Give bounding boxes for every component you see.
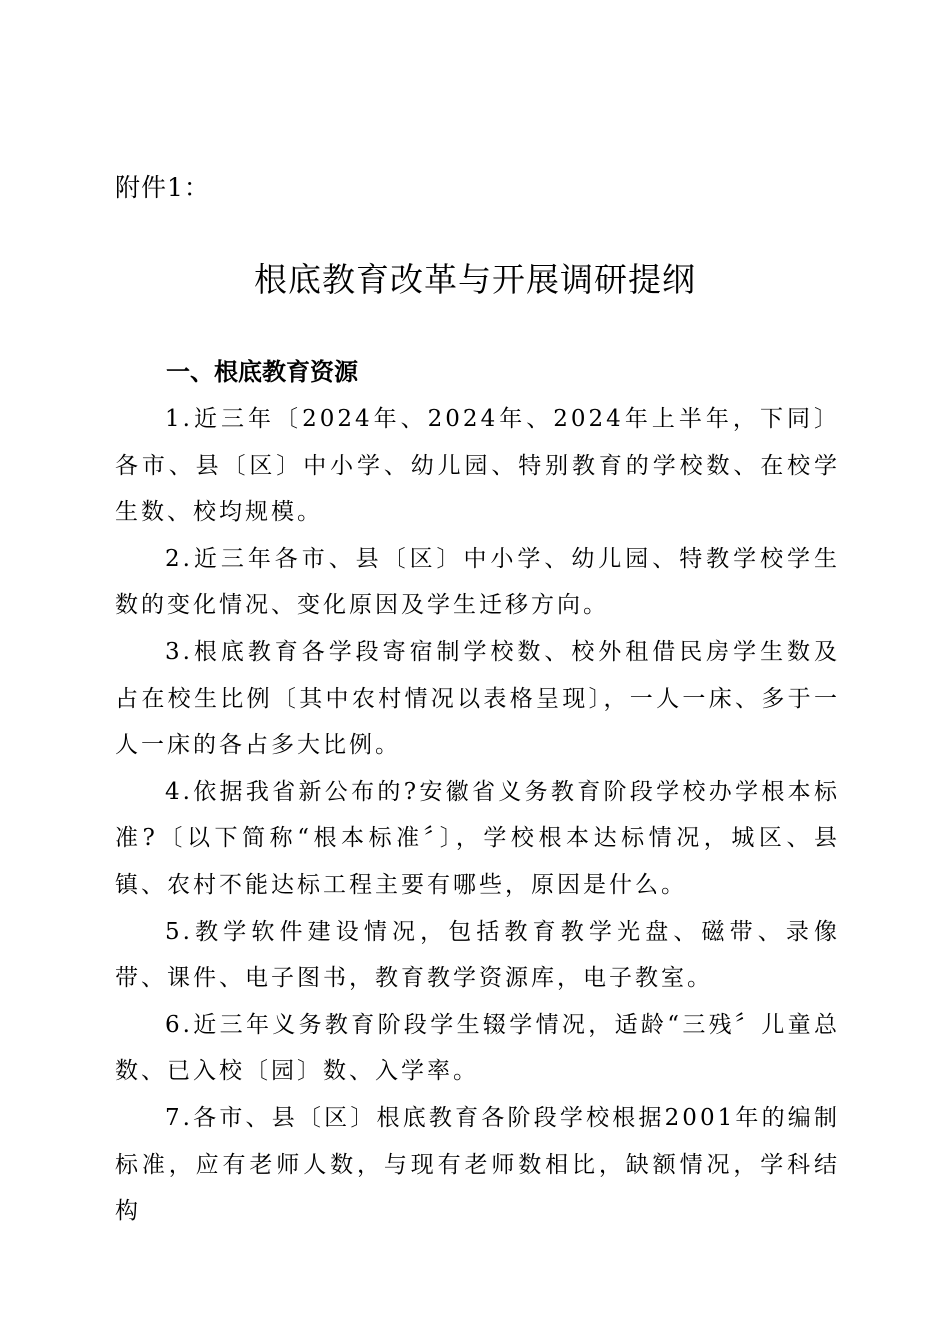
paragraph-4: 4.依据我省新公布的?安徽省义务教育阶段学校办学根本标准?〔以下简称“根本标准〞〕，学校根本达标情况，城区、县镇、农村不能达标工程主要有哪些，原因是什么。 bbox=[115, 778, 840, 898]
paragraph-6: 6.近三年义务教育阶段学生辍学情况，适龄“三残〞儿童总数、已入校〔园〕数、入学率。 bbox=[115, 1011, 840, 1085]
attachment-label: 附件1： bbox=[115, 173, 210, 202]
paragraph-1: 1.近三年〔2024年、2024年、2024年上半年，下同〕各市、县〔区〕中小学、幼儿园、特别教育的学校数、在校学生数、校均规模。 bbox=[115, 406, 840, 526]
paragraph-7: 7.各市、县〔区〕根底教育各阶段学校根据2001年的编制标准，应有老师人数，与现有老师数相比，缺额情况，学科结构 bbox=[115, 1104, 840, 1225]
section-heading: 一、根底教育资源 bbox=[166, 358, 358, 386]
body-text bbox=[115, 396, 840, 1235]
paragraph-2: 2.近三年各市、县〔区〕中小学、幼儿园、特教学校学生数的变化情况、变化原因及学生迁移方向。 bbox=[115, 545, 840, 619]
document-title: 根底教育改革与开展调研提纲 bbox=[254, 260, 696, 299]
paragraph-3: 3.根底教育各学段寄宿制学校数、校外租借民房学生数及占在校生比例〔其中农村情况以表格呈现〕，一人一床、多于一人一床的各占多大比例。 bbox=[115, 638, 840, 759]
paragraph-5: 5.教学软件建设情况，包括教育教学光盘、磁带、录像带、课件、电子图书，教育教学资源库，电子教室。 bbox=[115, 918, 840, 992]
